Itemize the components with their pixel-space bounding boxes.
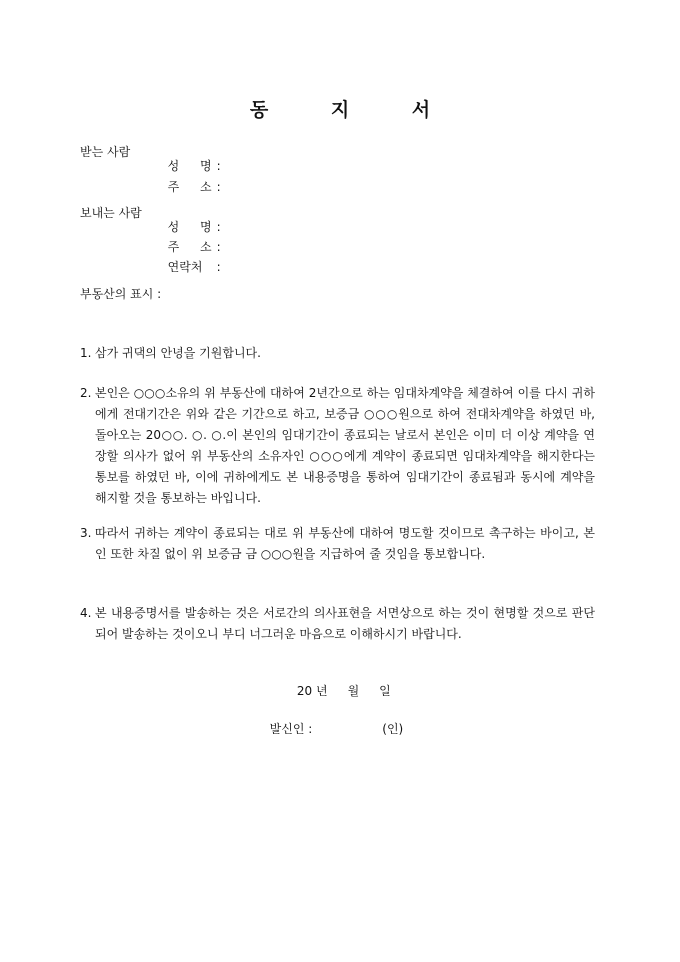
recipient-name-label: 성 명	[167, 159, 212, 173]
paragraph-1-number: 1.	[80, 346, 92, 360]
seal-mark: (인)	[382, 722, 404, 736]
paragraph-2	[80, 383, 595, 509]
paragraph-3	[80, 523, 595, 565]
paragraph-4-text: 본 내용증명서를 발송하는 것은 서로간의 의사표현을 서면상으로 하는 것이 현명할 것으로 판단되어 발송하는 것이오니 부디 너그러운 마음으로 이해하시기 바랍니다.	[95, 606, 595, 641]
recipient-address-colon: :	[216, 180, 221, 194]
recipient-address-label: 주 소	[167, 180, 212, 194]
paragraph-4-number: 4.	[80, 606, 92, 620]
sender-address-label: 주 소	[167, 240, 212, 254]
sender-name-label: 성 명	[167, 220, 212, 234]
sender-contact-row	[160, 244, 221, 275]
sender-address-colon: :	[216, 240, 221, 254]
date-month: 월	[347, 684, 360, 698]
sender-name-colon: :	[216, 220, 221, 234]
paragraph-2-text: 본인은 ○○○소유의 위 부동산에 대하여 2년간으로 하는 임대차계약을 체결하여 이를 다시 귀하에게 전대기간은 위와 같은 기간으로 하고, 보증금 ○○○원으로 하여 전대차계약을 하였던 바, 돌아오는 20○○. ○. ○.이 본인의 임대기간이 종료되는 날로서 본인은 이미 더 이상 계약을 연장할 의사가 없어 위 부동산의 소유자인 ○○○에게 계약이 종료되면 임대차계약을 해지한다는 통보를 하였던 바, 이에 귀하에게도 본 내용증명을 통하여 임대기간이 종료됨과 동시에 계약을 해지할 것을 통보하는 바입니다.	[95, 386, 595, 505]
paragraph-1	[80, 343, 595, 364]
date-year: 20 년	[296, 684, 328, 698]
recipient-address-row	[160, 164, 221, 195]
paragraph-2-number: 2.	[80, 386, 92, 400]
property-description-label: 부동산의 표시 :	[80, 287, 162, 301]
paragraph-1-text: 삼가 귀댁의 안녕을 기원합니다.	[95, 346, 261, 360]
paragraph-4	[80, 603, 595, 645]
date-line	[0, 668, 680, 699]
sender-contact-colon: :	[216, 260, 221, 274]
document-title: 동 지 서	[249, 99, 459, 121]
signature-label: 발신인 :	[269, 722, 313, 736]
signature-line	[262, 706, 403, 737]
date-day: 일	[379, 684, 391, 698]
sender-contact-label: 연락처	[167, 260, 203, 274]
sender-block-label: 보내는 사람	[80, 206, 142, 220]
paragraph-3-text: 따라서 귀하는 계약이 종료되는 대로 위 부동산에 대하여 명도할 것이므로 촉구하는 바이고, 본인 또한 차질 없이 위 보증금 금 ○○○원을 지급하여 줄 것임을 통보합니다.	[95, 526, 595, 561]
recipient-label: 받는 사람	[80, 145, 131, 159]
paragraph-3-number: 3.	[80, 526, 92, 540]
recipient-name-colon: :	[216, 159, 221, 173]
